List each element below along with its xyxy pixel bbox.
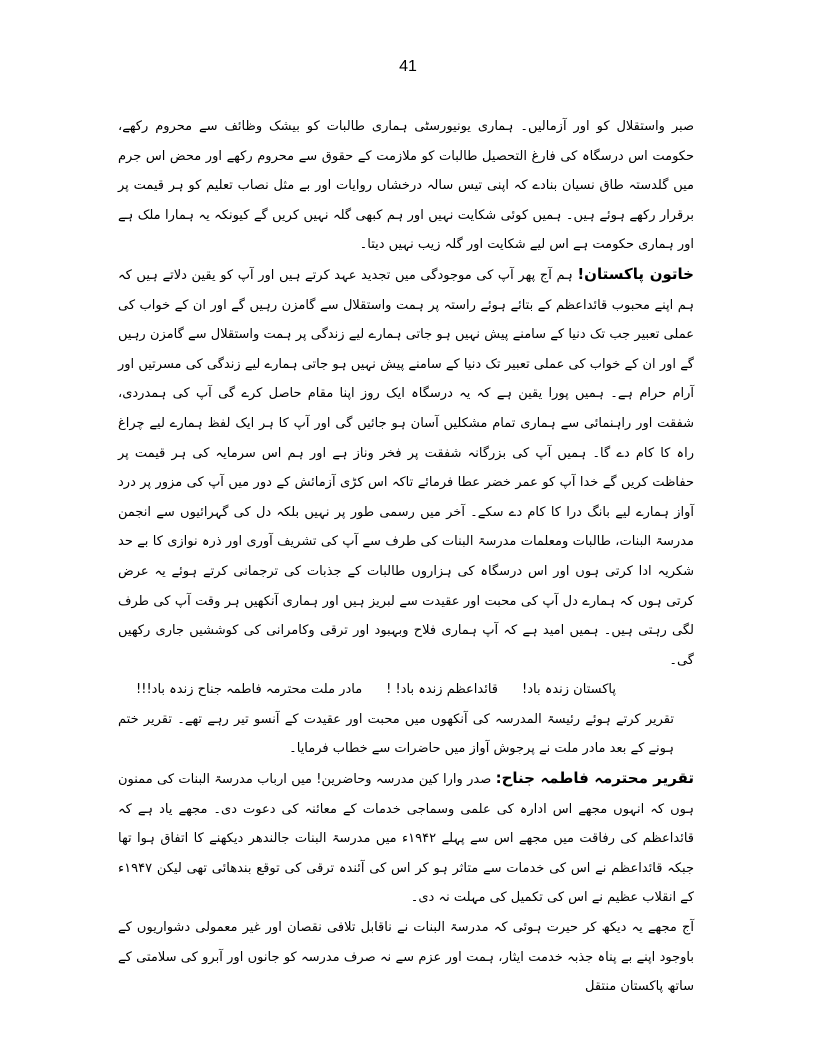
- paragraph: [118, 705, 694, 764]
- page-number: 41: [399, 58, 417, 75]
- slogans: [118, 675, 694, 705]
- paragraph-text: صدر وارا کین مدرسہ وحاضرین! میں ارباب مدرسۃ البنات کی ممنون ہوں کہ انہوں مجھے اس ادارہ کی علمی وسماجی خدمات کے معائنہ کی دعوت دی۔ مجھے یاد ہے کہ قائداعظم کی رفاقت میں مجھے اس سے پہلے ۱۹۴۲ء میں مدرسۃ البنات جالندھر دیکھنے کا اتفاق ہوا تھا جبکہ قائداعظم نے اس کی خدمات سے متاثر ہو کر اس کی آئندہ ترقی کی توقع بندھائی تھی لیکن ۱۹۴۷ء کے انقلاب عظیم نے اس کی تکمیل کی مہلت نہ دی۔: [118, 772, 694, 906]
- paragraph: [118, 260, 694, 675]
- slogan: قائداعظم زندہ باد! !: [386, 682, 498, 698]
- slogan: مادر ملت محترمہ فاطمہ جناح زندہ باد!!!: [136, 682, 363, 698]
- paragraph-heading: خاتون پاکستان!: [577, 264, 694, 283]
- paragraph: [118, 112, 694, 260]
- paragraph-heading: تقریر محترمہ فاطمہ جناح:: [495, 769, 694, 788]
- paragraph: [118, 764, 694, 913]
- document-body: [118, 112, 694, 1002]
- paragraph-text: تقریر کرتے ہوئے رئیسۃ المدرسہ کی آنکھوں میں محبت اور عقیدت کے آنسو تیر رہے تھے۔ تقریر ختم ہونے کے بعد مادر ملت نے پرجوش آواز میں حاضرات سے خطاب فرمایا۔: [118, 711, 674, 757]
- paragraph-text: آج مجھے یہ دیکھ کر حیرت ہوئی کہ مدرسۃ البنات نے ناقابل تلافی نقصان اور غیر معمولی دشواریوں کے باوجود اپنے بے پناہ جذبہ خدمت ایثار، ہمت اور عزم سے نہ صرف مدرسہ کو جانوں اور آبرو کی سلامتی کے ساتھ پاکستان منتقل: [118, 920, 694, 995]
- paragraph-text: ہم آج پھر آپ کی موجودگی میں تجدید عہد کرتے ہیں اور آپ کو یقین دلاتے ہیں کہ ہم اپنے محبوب قائداعظم کے بتائے ہوئے راستہ پر ہمت واستقلال سے گامزن رہیں گے اور ان کے خواب کی عملی تعبیر جب تک دنیا کے سامنے پیش نہیں ہو جاتی ہمارے لیے زندگی پر ہمت واستقلال سے گامزن رہیں گے اور ان کے خواب کی عملی تعبیر تک دنیا کے سامنے پیش نہیں ہو جاتی ہمارے لیے زندگی کی مسرتیں اور آرام حرام ہے۔ ہمیں پورا یقین ہے کہ یہ درسگاہ ایک روز اپنا مقام حاصل کرے گی آپ کی ہمدردی، شفقت اور راہنمائی سے ہماری تمام مشکلیں آسان ہو جائیں گی اور آپ کا ہر ایک لفظ ہمارے لیے چراغ راہ کا کام دے گا۔ ہمیں آپ کی بزرگانہ شفقت پر فخر وناز ہے اور ہم اس سرمایہ کی ہر قیمت پر حفاظت کریں گے خدا آپ کو عمر خضر عطا فرمائے تاکہ اس کڑی آزمائش کے دور میں آپ کی مزور پر درد آواز ہمارے لیے بانگ درا کا کام دے سکے۔ آخر میں رسمی طور پر نہیں بلکہ دل کی گہرائیوں سے انجمن مدرسۃ البنات، طالبات ومعلمات مدرسۃ البنات کی طرف سے آپ کی تشریف آوری اور ذرہ نوازی کا بے حد شکریہ ادا کرتی ہوں اور اس درسگاہ کی ہزاروں طالبات کے جذبات کی ترجمانی کرتے ہوئے یہ عرض کرتی ہوں کہ ہمارے دل آپ کی محبت اور عقیدت سے لبریز ہیں اور ہماری آنکھیں ہر وقت آپ کی طرف لگی رہتی ہیں۔ ہمیں امید ہے کہ آپ ہماری فلاح وبہبود اور ترقی وکامرانی کی کوششیں جاری رکھیں گی۔: [118, 267, 694, 668]
- paragraph-text: صبر واستقلال کو اور آزمالیں۔ ہماری یونیورسٹی ہماری طالبات کو بیشک وظائف سے محروم رکھے، حکومت اس درسگاہ کی فارغ التحصیل طالبات کو ملازمت کے حقوق سے محروم رکھے اور محض اس جرم میں گلدستہ طاق نسیان بنادے کہ اپنی تیس سالہ درخشاں روایات اور بے مثل نصاب تعلیم کو ہر قیمت پر برقرار رکھے ہوئے ہیں۔ ہمیں کوئی شکایت نہیں اور ہم کبھی گلہ نہیں کریں گے کیونکہ یہ ہمارا ملک ہے اور ہماری حکومت ہے اس لیے شکایت اور گلہ زیب نہیں دیتا۔: [118, 119, 694, 253]
- slogan: پاکستان زندہ باد!: [522, 682, 616, 698]
- paragraph: [118, 913, 694, 1002]
